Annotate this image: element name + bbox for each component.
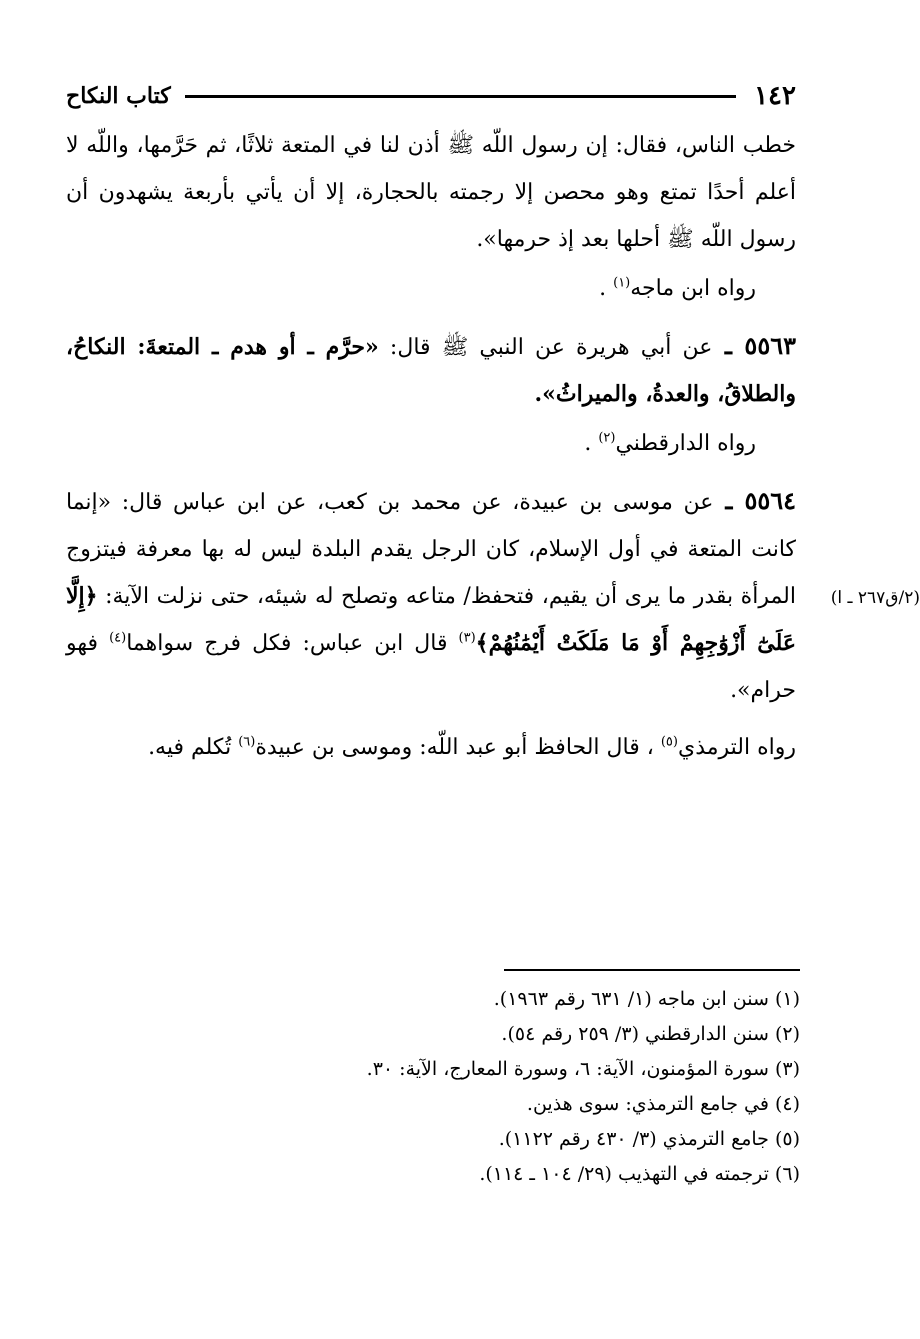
footnote-ref-1: (١) (613, 275, 631, 291)
source-end: . (599, 276, 614, 301)
footnote-ref-6: (٦) (238, 734, 256, 750)
page-header (66, 80, 796, 112)
hadith-5563 (66, 322, 796, 418)
manuscript-margin-note: (٢/ق٢٦٧ ـ ا) (830, 588, 920, 608)
hadith-text-3: فهو حرام». (66, 631, 796, 703)
hadith-dash: ـ (712, 331, 745, 360)
source-text: رواه الدارقطني (615, 431, 756, 456)
main-text (66, 122, 796, 771)
hadith-text-2: قال ابن عباس: فكل فرج سواهما (126, 631, 459, 656)
footnote: (١) سنن ابن ماجه (١/ ٦٣١ رقم ١٩٦٣). (493, 988, 800, 1010)
hadith-number-5563: ٥٥٦٣ (744, 331, 796, 360)
source-line-2 (66, 420, 796, 467)
footnote-ref-4: (٤) (109, 630, 127, 646)
header-rule (185, 95, 736, 98)
footnote: (٥) جامع الترمذي (٣/ ٤٣٠ رقم ١١٢٢). (498, 1128, 800, 1150)
footnotes (200, 982, 800, 1192)
footnote-ref-3: (٣) (458, 630, 476, 646)
source-line-1 (66, 265, 796, 312)
footnote: (٦) ترجمته في التهذيب (٢٩/ ١٠٤ ـ ١١٤). (479, 1163, 800, 1185)
hadith-quote: «حرَّم ـ أو هدم ـ المتعةَ: النكاحُ، والطلاقُ، والعدةُ، والميراثُ». (66, 334, 796, 407)
hadith-dash: ـ (713, 486, 745, 515)
hadith-intro: عن أبي هريرة عن النبي ﷺ قال: (378, 335, 713, 360)
chapter-title: كتاب النكاح (66, 83, 171, 109)
hadith-5564 (66, 477, 796, 714)
source-commentary-end: تُكلم فيه. (148, 735, 239, 760)
footnote: (٢) سنن الدارقطني (٣/ ٢٥٩ رقم ٥٤). (501, 1023, 800, 1045)
paragraph-continuation: خطب الناس، فقال: إن رسول اللّه ﷺ أذن لنا في المتعة ثلاثًا، ثم حَرَّمها، واللّه لا أعلم أحدًا تمتع وهو محصن إلا رجمته بالحجارة، إلا أن يأتي بأربعة يشهدون أن رسول اللّه ﷺ أحلها بعد إذ حرمها». (66, 133, 796, 252)
source-end: . (584, 431, 599, 456)
hadith-text: عن موسى بن عبيدة، عن محمد بن كعب، عن ابن عباس قال: «إنما كانت المتعة في أول الإسلام، كان الرجل يقدم البلدة ليس له بها معرفة فيتزوج المرأة بقدر ما يرى أن يقيم، فتحفظ/ متاعه وتصلح له شيئه، حتى نزلت الآية: (66, 490, 796, 609)
page-number: ١٤٢ (754, 81, 796, 111)
quran-verse: ﴿إِلَّا عَلَىٰٓ أَزْوَٰجِهِمْ أَوْ مَا مَلَكَتْ أَيْمَٰنُهُمْ﴾ (66, 583, 797, 656)
footnote-ref-2: (٢) (598, 430, 616, 446)
footnote: (٣) سورة المؤمنون، الآية: ٦، وسورة المعارج، الآية: ٣٠. (366, 1058, 800, 1080)
footnote-separator (504, 969, 800, 971)
source-text: رواه ابن ماجه (630, 276, 756, 301)
footnote: (٤) في جامع الترمذي: سوى هذين. (526, 1093, 800, 1115)
footnote-ref-5: (٥) (660, 734, 678, 750)
source-commentary: ، قال الحافظ أبو عبد اللّه: وموسى بن عبيدة (255, 735, 661, 760)
hadith-number-5564: ٥٥٦٤ (744, 486, 796, 515)
source-line-3 (66, 724, 796, 771)
source-text: رواه الترمذي (677, 735, 796, 760)
